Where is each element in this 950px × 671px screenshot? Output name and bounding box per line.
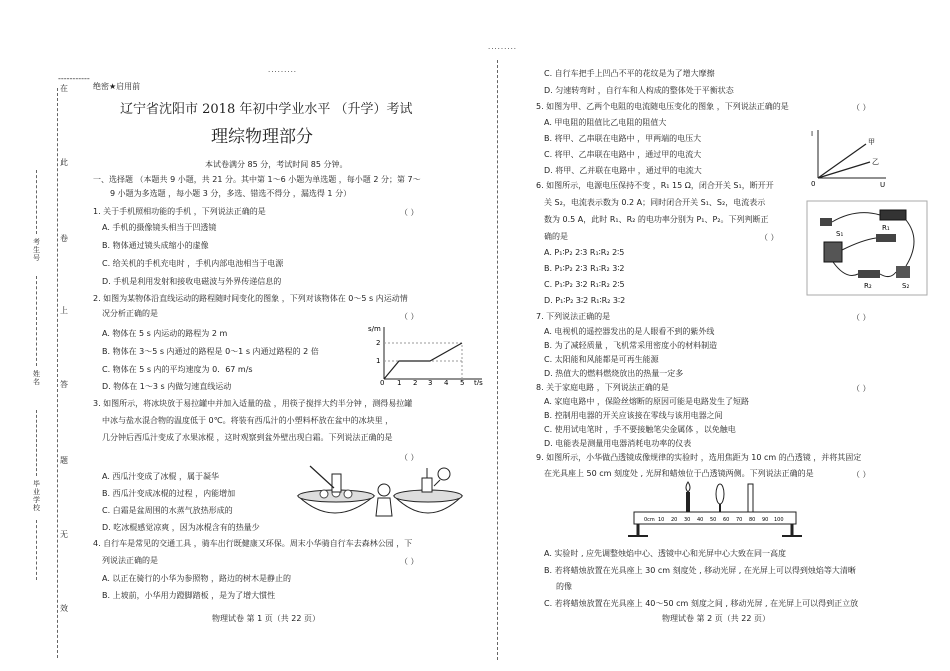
bench-tick-20: 20 xyxy=(671,517,678,523)
q4-option-a[interactable]: A. 以正在骑行的小华为参照物 ，路边的树木是静止的 xyxy=(102,574,291,583)
st-x-tick-0: 0 xyxy=(380,379,385,385)
q4-stem-2: 列说法正确的是 xyxy=(102,556,158,565)
bench-tick-10: 10 xyxy=(658,517,665,523)
q9-option-b[interactable]: B. 若将蜡烛放置在光具座上 30 cm 刻度处 , 移动光屏 , 在光屏上可以得到烛焰等大清晰 xyxy=(544,566,856,575)
st-y-tick-1: 1 xyxy=(376,357,381,365)
q8-answer[interactable]: （ ） xyxy=(852,384,871,393)
margin-word-3: 上 xyxy=(60,306,68,315)
q5-option-d[interactable]: D. 将甲、乙并联在电路中 ，通过甲的电流大 xyxy=(544,166,702,175)
iu-line-yi: 乙 xyxy=(872,158,879,166)
bench-tick-60: 60 xyxy=(723,517,730,523)
q2-stem-2: 况分析正确的是 xyxy=(102,309,158,318)
q8-option-a[interactable]: A. 家庭电路中 ，保险丝熔断的原因可能是电路发生了短路 xyxy=(544,397,749,406)
q1-option-d[interactable]: D. 手机是利用发射和接收电磁波与外界传递信息的 xyxy=(102,277,282,286)
st-x-tick-2: 2 xyxy=(413,379,418,385)
st-x-tick-5: 5 xyxy=(460,379,465,385)
field-line-1 xyxy=(36,170,37,234)
field-line-3 xyxy=(36,410,37,476)
q6-option-d[interactable]: D. P₁∶P₂ 3∶2 R₁∶R₂ 3∶2 xyxy=(544,296,626,305)
q9-stem-1: 9. 如图所示，小华做凸透镜成像规律的实验时 ，选用焦距为 10 cm 的凸透镜 ，并将其固定 xyxy=(536,453,862,462)
optical-bench xyxy=(624,478,806,540)
q6-option-c[interactable]: C. P₁∶P₂ 3∶2 R₁∶R₂ 2∶5 xyxy=(544,280,625,289)
margin-word-4: 答 xyxy=(60,380,68,389)
field-school[interactable]: 毕业学校 xyxy=(33,480,40,512)
q3-option-b[interactable]: B. 西瓜汁变成冰棍的过程 ，内能增加 xyxy=(102,489,236,498)
top-dots-left: ......... xyxy=(268,66,298,74)
bench-tick-40: 40 xyxy=(697,517,704,523)
q6-stem-1: 6. 如图所示，电源电压保持不变 ，R₁ 15 Ω，闭合开关 S₁，断开开 xyxy=(536,181,774,190)
field-line-4 xyxy=(36,520,37,580)
iu-origin: 0 xyxy=(811,180,816,188)
st-x-tick-4: 4 xyxy=(444,379,449,385)
q4-option-c[interactable]: C. 自行车把手上凹凸不平的花纹是为了增大摩擦 xyxy=(544,69,715,78)
q2-option-a[interactable]: A. 物体在 5 s 内运动的路程为 2 m xyxy=(102,329,228,338)
circuit-diagram xyxy=(806,200,928,296)
q7-answer[interactable]: （ ） xyxy=(852,313,871,322)
margin-word-5: 题 xyxy=(60,456,68,465)
page-divider xyxy=(497,60,498,660)
iu-ylabel: I xyxy=(811,130,814,138)
section-intro-1: 一、选择题 （本题共 9 小题，共 21 分。其中第 1～6 小题为单选题 ，每小题 2 分；第 7～ xyxy=(93,175,421,184)
margin-word-0: 在 xyxy=(60,84,68,93)
q2-stem-1: 2. 如图为某物体沿直线运动的路程随时间变化的图象 ，下列对该物体在 0～5 s 内运动情 xyxy=(93,294,408,303)
q8-option-b[interactable]: B. 控制用电器的开关应该接在零线与该用电器之间 xyxy=(544,411,723,420)
st-y-tick-2: 2 xyxy=(376,339,381,347)
q2-answer[interactable]: （ ） xyxy=(400,312,419,321)
circuit-label-s1: S₁ xyxy=(836,230,844,238)
section-intro-2: 9 小题为多选题 ，每小题 3 分，多选、错选不得分 ，漏选得 1 分） xyxy=(110,189,352,198)
q2-option-c[interactable]: C. 物体在 5 s 内的平均速度为 0．67 m/s xyxy=(102,365,253,374)
q6-stem-4: 确的是 xyxy=(544,232,568,241)
margin-line xyxy=(57,88,58,658)
q4-option-d[interactable]: D. 匀速转弯时 ，自行车和人构成的整体处于平衡状态 xyxy=(544,86,734,95)
field-examinee-number[interactable]: 考生号 xyxy=(33,238,40,262)
q4-stem-1: 4. 自行车是常见的交通工具 ，骑车出行既健康又环保。周末小华骑自行车去森林公园 ，下 xyxy=(93,539,413,548)
q3-stem-1: 3. 如图所示，将冰块放于易拉罐中并加入适量的盐 ，用筷子搅拌大约半分钟 ，测得易拉罐 xyxy=(93,399,413,408)
q7-option-d[interactable]: D. 热值大的燃料燃烧放出的热量一定多 xyxy=(544,369,684,378)
st-x-tick-3: 3 xyxy=(428,379,433,385)
subject-title: 理综物理部分 xyxy=(211,127,313,147)
q2-option-d[interactable]: D. 物体在 1～3 s 内做匀速直线运动 xyxy=(102,382,232,391)
circuit-label-s2: S₂ xyxy=(902,282,910,290)
st-xlabel: t/s xyxy=(474,379,483,385)
q3-option-c[interactable]: C. 白霜是盆周围的水蒸气放热形成的 xyxy=(102,506,233,515)
q6-answer[interactable]: （ ） xyxy=(760,233,779,242)
iu-xlabel: U xyxy=(880,181,886,188)
margin-word-7: 效 xyxy=(60,604,68,613)
q2-option-b[interactable]: B. 物体在 3～5 s 内通过的路程是 0～1 s 内通过路程的 2 倍 xyxy=(102,347,319,356)
q7-stem: 7. 下列说法正确的是 xyxy=(536,312,611,321)
q7-option-a[interactable]: A. 电视机的遥控器发出的是人眼看不到的紫外线 xyxy=(544,327,715,336)
q3-stem-3: 几分钟后西瓜汁变成了水果冰棍 ，这时观察到盆外壁出现白霜。下列说法正确的是 xyxy=(102,433,393,442)
q8-stem: 8. 关于家庭电路 ，下列说法正确的是 xyxy=(536,383,669,392)
q3-option-d[interactable]: D. 吃冰棍感觉凉爽 ，因为冰棍含有的热量少 xyxy=(102,523,260,532)
circuit-label-r2: R₂ xyxy=(864,282,872,290)
q1-option-c[interactable]: C. 给关机的手机充电时 ，手机内部电池相当于电源 xyxy=(102,259,284,268)
q4-answer[interactable]: （ ） xyxy=(400,557,419,566)
q8-option-c[interactable]: C. 使用试电笔时 ，手不要接触笔尖金属体 ，以免触电 xyxy=(544,425,736,434)
circuit-label-r1: R₁ xyxy=(882,224,890,232)
q9-option-c[interactable]: C. 若将蜡烛放置在光具座上 40～50 cm 刻度之间 , 移动光屏 , 在光屏上可以得到正立放 xyxy=(544,599,859,608)
field-name[interactable]: 姓名 xyxy=(33,370,40,386)
bench-tick-70: 70 xyxy=(736,517,743,523)
margin-word-1: 此 xyxy=(60,158,68,167)
q3-stem-2: 中冰与盐水混合物的温度低于 0℃。将装有西瓜汁的小塑料杯放在盆中的冰块里 ， xyxy=(102,416,394,425)
exam-title: 辽宁省沈阳市 2018 年初中学业水平 （升学）考试 xyxy=(120,102,413,117)
margin-word-6: 无 xyxy=(60,530,68,539)
bench-unit: 0cm xyxy=(644,517,655,523)
margin-dash-top: ----------- xyxy=(58,74,90,83)
q4-option-b[interactable]: B. 上坡前，小华用力蹬脚踏板 ，是为了增大惯性 xyxy=(102,591,276,600)
q9-answer[interactable]: （ ） xyxy=(852,470,871,479)
q5-answer[interactable]: （ ） xyxy=(852,103,871,112)
q7-option-b[interactable]: B. 为了减轻质量 ，飞机常采用密度小的材料制造 xyxy=(544,341,718,350)
q1-option-b[interactable]: B. 物体通过镜头成缩小的虚像 xyxy=(102,241,209,250)
q7-option-c[interactable]: C. 太阳能和风能都是可再生能源 xyxy=(544,355,659,364)
confidential-label: 绝密★启用前 xyxy=(93,82,141,91)
q6-stem-2: 关 S₂，电流表示数为 0.2 A；同时闭合开关 S₁、S₂，电流表示 xyxy=(544,198,766,207)
q5-stem: 5. 如图为甲、乙两个电阻的电流随电压变化的图象 ，下列说法正确的是 xyxy=(536,102,789,111)
q3-answer[interactable]: （ ） xyxy=(400,453,419,462)
bench-tick-100: 100 xyxy=(774,517,784,523)
iu-graph xyxy=(808,126,890,188)
field-line-2 xyxy=(36,276,37,366)
q9-stem-2: 在光具座上 50 cm 刻度处 , 光屏和蜡烛位于凸透镜两侧。下列说法正确的是 xyxy=(544,469,814,478)
q1-stem: 1. 关于手机照相功能的手机 ，下列说法正确的是 xyxy=(93,207,266,216)
iu-line-jia: 甲 xyxy=(868,138,875,146)
q9-option-b-cont: 的像 xyxy=(556,582,572,591)
st-x-tick-1: 1 xyxy=(397,379,402,385)
q5-option-c[interactable]: C. 将甲、乙串联在电路中 ，通过甲的电流大 xyxy=(544,150,702,159)
bench-tick-90: 90 xyxy=(762,517,769,523)
bench-tick-80: 80 xyxy=(749,517,756,523)
q5-option-a[interactable]: A. 甲电阻的阻值比乙电阻的阻值大 xyxy=(544,118,667,127)
q3-option-a[interactable]: A. 西瓜汁变成了冰棍 ，属于凝华 xyxy=(102,472,219,481)
q9-option-a[interactable]: A. 实验时 , 应先调整烛焰中心、透镜中心和光屏中心大致在同一高度 xyxy=(544,549,787,558)
margin-word-2: 卷 xyxy=(60,234,68,243)
q5-option-b[interactable]: B. 将甲、乙串联在电路中 ，甲两端的电压大 xyxy=(544,134,702,143)
score-info: 本试卷满分 85 分，考试时间 85 分钟。 xyxy=(205,160,348,169)
q1-answer[interactable]: （ ） xyxy=(400,208,419,217)
bench-tick-50: 50 xyxy=(710,517,717,523)
ice-experiment-illustration xyxy=(294,460,466,526)
binding-margin xyxy=(0,0,90,671)
q1-option-a[interactable]: A. 手机的摄像镜头相当于凹透镜 xyxy=(102,223,217,232)
q6-option-b[interactable]: B. P₁∶P₂ 2∶3 R₁∶R₂ 3∶2 xyxy=(544,264,625,273)
st-ylabel: s/m xyxy=(368,325,381,333)
st-graph xyxy=(364,323,494,385)
bench-tick-30: 30 xyxy=(684,517,691,523)
footer-left: 物理试卷 第 1 页（共 22 页） xyxy=(212,614,320,623)
q6-option-a[interactable]: A. P₁∶P₂ 2∶3 R₁∶R₂ 2∶5 xyxy=(544,248,625,257)
q8-option-d[interactable]: D. 电能表是测量用电器消耗电功率的仪表 xyxy=(544,439,692,448)
q6-stem-3: 数为 0.5 A，此时 R₁、R₂ 的电功率分别为 P₁、P₂。下列判断正 xyxy=(544,215,769,224)
footer-right: 物理试卷 第 2 页（共 22 页） xyxy=(662,614,770,623)
top-dots-right: ......... xyxy=(488,43,518,51)
